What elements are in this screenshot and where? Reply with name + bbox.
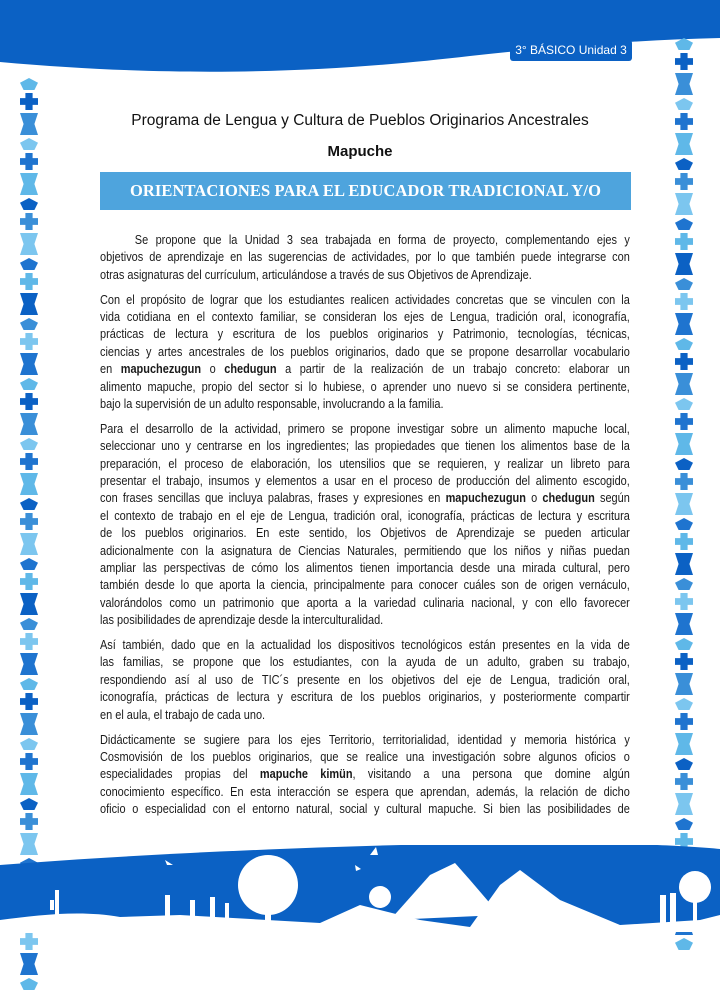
- pattern-motif: [675, 73, 693, 95]
- text-line: [100, 249, 630, 266]
- text-segment: Se propone que la Unidad 3 sea trabajada en forma de proyecto, complementando ejes y: [134, 233, 630, 247]
- text-line: [100, 421, 630, 438]
- pattern-motif: [20, 573, 38, 590]
- pattern-motif: [20, 533, 38, 555]
- text-line: [100, 267, 630, 284]
- pattern-motif: [675, 493, 693, 515]
- text-segment: respondiendo así al uso de TIC´s presente en los objetivos del eje de Lengua, tradición oral,: [100, 672, 630, 687]
- pattern-motif: [675, 38, 693, 50]
- pattern-motif: [20, 233, 38, 255]
- pattern-motif: [20, 798, 38, 810]
- pattern-motif: [675, 578, 693, 590]
- bottom-landscape-decoration: [0, 845, 720, 932]
- pattern-motif: [675, 793, 693, 815]
- body-text: [100, 232, 630, 826]
- pattern-motif: [675, 553, 693, 575]
- pattern-motif: [675, 218, 693, 230]
- text-segment: alimento mapuche, propio del sector si lo hubiese, o aprender uno nuevo si se considera pertinente,: [100, 379, 630, 394]
- text-line: [100, 326, 630, 343]
- bold-term: mapuchezugun: [120, 362, 202, 377]
- bold-term: chedugun: [224, 362, 277, 377]
- text-segment: ampliar las perspectivas de cómo los alimentos tienen importancia desde una mirada cultural, pero: [100, 561, 630, 576]
- text-segment: Cosmovisión de los pueblos originarios, que se realice una investigación sobre algunos oficios o: [100, 749, 630, 764]
- pattern-motif: [675, 518, 693, 530]
- pattern-motif: [20, 393, 38, 410]
- right-pattern-border: [672, 38, 696, 953]
- text-line: [100, 560, 630, 577]
- paragraph: [100, 292, 630, 414]
- pattern-motif: [20, 173, 38, 195]
- text-segment: o: [201, 362, 225, 377]
- text-segment: Con el propósito de lograr que los estudiantes realicen actividades concretas que se vinculen con la: [100, 292, 630, 307]
- pattern-motif: [675, 253, 693, 275]
- text-segment: otras asignaturas del currículum, articulándose a través de sus Objetivos de Aprendizaje.: [100, 267, 532, 282]
- text-segment: vida cotidiana en el contexto familiar, se consideran los ejes de Lengua, tradición oral, iconografía,: [100, 310, 630, 325]
- pattern-motif: [20, 738, 38, 750]
- text-segment: el contexto de trabajo en el eje de Lengua, tradición oral, iconografía, prácticas de lectura y escritura: [100, 508, 630, 523]
- bold-term: mapuchezugun: [445, 491, 526, 506]
- bold-term: mapuche kimün: [259, 767, 353, 782]
- text-segment: a partir de la realización de un trabajo concreto: elaborar un: [276, 362, 630, 377]
- text-segment: Para el desarrollo de la actividad, primero se propone investigar sobre un alimento mapuche local,: [100, 421, 630, 436]
- text-line: [100, 344, 630, 361]
- pattern-motif: [20, 953, 38, 975]
- text-line: [100, 801, 630, 818]
- pattern-motif: [20, 618, 38, 630]
- text-segment: en: [100, 362, 121, 377]
- pattern-motif: [675, 818, 693, 830]
- pattern-motif: [675, 313, 693, 335]
- text-line: [100, 612, 630, 629]
- pattern-motif: [675, 713, 693, 730]
- grade-unit-badge: 3° BÁSICO Unidad 3: [510, 40, 632, 61]
- text-segment: seleccionar uno y centrarse en los ingredientes; las propiedades que tienen los alimentos base de la: [100, 439, 630, 454]
- text-segment: valorándolos como un patrimonio que aporta a la variedad culinaria nacional, y con ello favorecer: [100, 595, 630, 610]
- text-segment: Didácticamente se sugiere para los ejes Territorio, territorialidad, identidad y memoria histórica y: [100, 732, 630, 747]
- text-segment: de los pueblos originarios. En este sentido, los Objetivos de Aprendizaje se pueden articular: [100, 526, 630, 541]
- people-name: Mapuche: [327, 143, 393, 160]
- text-segment: prácticas de lectura y escritura de los pueblos originarios y Patrimonio, tecnologías, técnicas,: [100, 327, 630, 342]
- paragraph: [100, 637, 630, 724]
- pattern-motif: [675, 698, 693, 710]
- pattern-motif: [20, 473, 38, 495]
- pattern-motif: [20, 413, 38, 435]
- text-line: [100, 784, 630, 801]
- text-segment: ciencias y artes ancestrales de los pueblos originarios, dado que se propone desarrollar vocabulario: [100, 344, 630, 359]
- pattern-motif: [20, 633, 38, 650]
- text-segment: objetivos de aprendizaje en las sugerencias de actividades, por lo que también puede integrarse con: [100, 250, 630, 265]
- pattern-motif: [20, 273, 38, 290]
- pattern-motif: [20, 593, 38, 615]
- bold-term: chedugun: [542, 491, 595, 506]
- pattern-motif: [675, 373, 693, 395]
- text-line: [100, 543, 630, 560]
- text-line: [100, 292, 630, 309]
- paragraph: [100, 421, 630, 630]
- pattern-motif: [675, 433, 693, 455]
- text-line: [100, 508, 630, 525]
- text-segment: preparación, el proceso de elaboración, los utensilios que se requieren, y realizar un libreto para: [100, 456, 630, 471]
- pattern-motif: [20, 258, 38, 270]
- pattern-motif: [20, 813, 38, 830]
- pattern-motif: [675, 53, 693, 70]
- text-line: [100, 456, 630, 473]
- paragraph: [100, 232, 630, 284]
- text-line: [100, 473, 630, 490]
- pattern-motif: [675, 338, 693, 350]
- text-segment: oficio o especialidad con el entorno natural, social y cultural mapuche. Si bien las posibilidades de: [100, 802, 630, 817]
- pattern-motif: [675, 278, 693, 290]
- pattern-motif: [675, 673, 693, 695]
- pattern-motif: [20, 773, 38, 795]
- text-segment: según: [594, 491, 630, 506]
- text-segment: también desde lo que aporta la ciencia, principalmente para conocer cuáles son de origen vernáculo,: [100, 578, 630, 593]
- text-line: [100, 672, 630, 689]
- pattern-motif: [20, 213, 38, 230]
- text-line: [100, 766, 630, 783]
- text-line: [100, 689, 630, 706]
- pattern-motif: [20, 378, 38, 390]
- text-line: [100, 732, 630, 749]
- pattern-motif: [20, 558, 38, 570]
- text-line: [100, 654, 630, 671]
- section-banner: ORIENTACIONES PARA EL EDUCADOR TRADICIONAL Y/O DOCENTE: [100, 172, 631, 210]
- pattern-motif: [20, 78, 38, 90]
- pattern-motif: [675, 638, 693, 650]
- text-line: [100, 595, 630, 612]
- pattern-motif: [675, 758, 693, 770]
- pattern-motif: [675, 193, 693, 215]
- pattern-motif: [675, 398, 693, 410]
- pattern-motif: [675, 98, 693, 110]
- program-title: Programa de Lengua y Cultura de Pueblos Originarios Ancestrales: [131, 112, 589, 129]
- text-segment: adicionalmente con la asignatura de Ciencias Naturales, permitiendo que los niños y niñas puedan: [100, 543, 630, 558]
- pattern-motif: [20, 293, 38, 315]
- text-segment: especialidades propias del: [100, 767, 260, 782]
- pattern-motif: [20, 198, 38, 210]
- text-segment: las familias, se propone que los estudiantes, con la ayuda de un adulto, graben su trabajo,: [100, 655, 630, 670]
- pattern-motif: [20, 93, 38, 110]
- pattern-motif: [20, 513, 38, 530]
- text-line: [100, 749, 630, 766]
- text-line: [100, 438, 630, 455]
- pattern-motif: [20, 333, 38, 350]
- text-segment: en el aula, el trabajo de cada uno.: [100, 707, 266, 722]
- pattern-motif: [20, 318, 38, 330]
- pattern-motif: [20, 498, 38, 510]
- text-segment: las posibilidades de aprendizaje desde la interculturalidad.: [100, 613, 384, 628]
- pattern-motif: [20, 933, 38, 950]
- pattern-motif: [20, 978, 38, 990]
- pattern-motif: [20, 693, 38, 710]
- pattern-motif: [20, 713, 38, 735]
- text-segment: , visitando a una persona que domine algún: [352, 767, 630, 782]
- text-segment: conocimiento específico. En esta interacción se espera que aprendan, además, la relación de dicho: [100, 784, 630, 799]
- text-line: [100, 232, 630, 249]
- text-segment: presentar el trabajo, insumos y elementos a usar en el proceso de producción del alimento escogido,: [100, 474, 630, 489]
- text-segment: o: [525, 491, 543, 506]
- text-segment: bajo la supervisión de un adulto responsable, involucrando a la familia.: [100, 397, 444, 412]
- pattern-motif: [20, 438, 38, 450]
- pattern-motif: [20, 653, 38, 675]
- pattern-motif: [675, 173, 693, 190]
- pattern-motif: [675, 458, 693, 470]
- text-line: [100, 707, 630, 724]
- pattern-motif: [675, 413, 693, 430]
- text-line: [100, 637, 630, 654]
- pattern-motif: [675, 233, 693, 250]
- pattern-motif: [20, 453, 38, 470]
- text-line: [100, 361, 630, 378]
- pattern-motif: [675, 938, 693, 950]
- paragraph: [100, 732, 630, 819]
- pattern-motif: [675, 733, 693, 755]
- text-line: [100, 525, 630, 542]
- text-line: [100, 577, 630, 594]
- pattern-motif: [675, 773, 693, 790]
- pattern-motif: [675, 613, 693, 635]
- pattern-motif: [675, 653, 693, 670]
- pattern-motif: [20, 678, 38, 690]
- pattern-motif: [675, 533, 693, 550]
- text-segment: Así también, dado que en la actualidad los dispositivos tecnológicos están presentes en la vida de: [100, 638, 630, 653]
- text-line: [100, 309, 630, 326]
- pattern-motif: [675, 293, 693, 310]
- text-line: [100, 396, 630, 413]
- pattern-motif: [20, 353, 38, 375]
- text-segment: iconografía, prácticas de lectura y escritura de los pueblos originarios, y posteriormente compartir: [100, 690, 630, 705]
- text-line: [100, 379, 630, 396]
- pattern-motif: [675, 593, 693, 610]
- pattern-motif: [675, 473, 693, 490]
- pattern-motif: [20, 753, 38, 770]
- text-line: [100, 490, 630, 507]
- pattern-motif: [675, 353, 693, 370]
- text-segment: con frases sencillas que incluya palabras, frases y expresiones en: [100, 491, 446, 506]
